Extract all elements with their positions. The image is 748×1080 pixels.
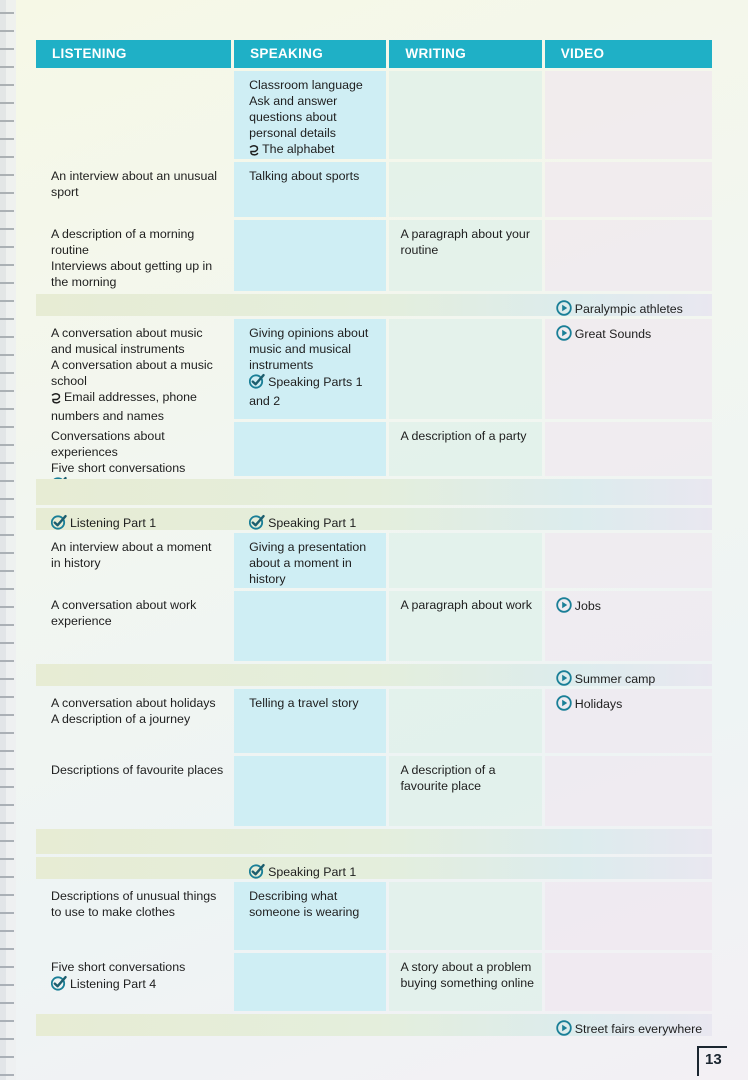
listening-text: routine bbox=[51, 243, 89, 257]
table-row bbox=[36, 319, 712, 423]
video-cell bbox=[545, 533, 712, 588]
speaking-cell bbox=[234, 162, 386, 217]
video-cell bbox=[545, 953, 712, 1011]
speaking-cell bbox=[234, 533, 386, 588]
listening-line bbox=[51, 168, 225, 184]
listening-cell bbox=[36, 533, 231, 588]
video-line bbox=[556, 300, 706, 320]
speaking-line bbox=[249, 539, 380, 555]
speaking-cell bbox=[234, 829, 386, 854]
listening-text: Five short conversations bbox=[51, 960, 186, 974]
checkmark-icon bbox=[51, 514, 67, 534]
play-video-icon[interactable] bbox=[556, 597, 572, 617]
speaking-line bbox=[249, 514, 380, 534]
table-row bbox=[36, 1014, 712, 1036]
speaking-line bbox=[249, 77, 380, 93]
video-text: Great Sounds bbox=[574, 327, 652, 341]
listening-text: to use to make clothes bbox=[51, 905, 175, 919]
video-cell bbox=[545, 1014, 712, 1036]
table-row bbox=[36, 857, 712, 879]
listening-text: A conversation about a music bbox=[51, 358, 213, 372]
table-row bbox=[36, 829, 712, 854]
writing-cell bbox=[389, 1014, 541, 1036]
video-cell bbox=[545, 882, 712, 950]
speaking-text: Giving a presentation bbox=[249, 540, 367, 554]
writing-text: A paragraph about your bbox=[400, 227, 530, 241]
speaking-line bbox=[249, 863, 380, 883]
speaking-text: Speaking Part 1 bbox=[268, 516, 357, 530]
listening-text: numbers and names bbox=[51, 409, 164, 423]
video-cell bbox=[545, 829, 712, 854]
speaking-cell bbox=[234, 953, 386, 1011]
listening-line bbox=[51, 888, 225, 904]
speaking-cell bbox=[234, 857, 386, 879]
contents-table bbox=[36, 40, 712, 1039]
listening-text: Descriptions of favourite places bbox=[51, 763, 224, 777]
video-cell bbox=[545, 756, 712, 826]
writing-line bbox=[400, 597, 535, 613]
listening-text: the morning bbox=[51, 275, 117, 289]
video-cell bbox=[545, 857, 712, 879]
speaking-text: Ask and answer bbox=[249, 94, 338, 108]
speaking-text: about a moment in bbox=[249, 556, 352, 570]
listening-cell bbox=[36, 953, 231, 1011]
video-cell bbox=[545, 294, 712, 316]
writing-text: A description of a bbox=[400, 763, 496, 777]
listening-line bbox=[51, 514, 225, 534]
video-text: Summer camp bbox=[574, 672, 656, 686]
table-row bbox=[36, 689, 712, 753]
listening-line bbox=[51, 597, 225, 613]
speaking-line bbox=[249, 93, 380, 109]
header-writing: WRITING bbox=[389, 40, 541, 68]
speaking-text: The alphabet bbox=[262, 142, 335, 156]
speaking-cell bbox=[234, 319, 386, 419]
video-cell bbox=[545, 591, 712, 661]
speaking-text: questions about bbox=[249, 110, 337, 124]
listening-cell bbox=[36, 162, 231, 217]
listening-line bbox=[51, 357, 225, 373]
speaking-text: instruments bbox=[249, 358, 314, 372]
checkmark-icon bbox=[51, 975, 67, 995]
listening-text: An interview about an unusual bbox=[51, 169, 218, 183]
video-line bbox=[556, 597, 706, 617]
checkmark-icon bbox=[249, 373, 265, 393]
writing-line bbox=[400, 778, 535, 794]
listening-text: A description of a journey bbox=[51, 712, 191, 726]
speaking-text: history bbox=[249, 572, 286, 586]
writing-cell bbox=[389, 857, 541, 879]
listening-line bbox=[51, 373, 225, 389]
speaking-line bbox=[249, 109, 380, 125]
table-row bbox=[36, 756, 712, 826]
listening-cell bbox=[36, 508, 231, 530]
speaking-text: someone is wearing bbox=[249, 905, 360, 919]
writing-cell bbox=[389, 591, 541, 661]
speaking-text: Giving opinions about bbox=[249, 326, 369, 340]
page-number: 13 bbox=[697, 1046, 727, 1076]
pronunciation-icon bbox=[51, 392, 61, 408]
listening-text: school bbox=[51, 374, 87, 388]
speaking-cell bbox=[234, 689, 386, 753]
checkmark-icon bbox=[249, 514, 265, 534]
video-line bbox=[556, 1020, 706, 1040]
writing-line bbox=[400, 762, 535, 778]
play-video-icon[interactable] bbox=[556, 695, 572, 715]
listening-line bbox=[51, 184, 225, 200]
writing-line bbox=[400, 226, 535, 242]
speaking-line bbox=[249, 555, 380, 571]
listening-text: in history bbox=[51, 556, 101, 570]
speaking-line bbox=[249, 141, 380, 160]
speaking-text: Describing what bbox=[249, 889, 338, 903]
speaking-line bbox=[249, 888, 380, 904]
listening-cell bbox=[36, 591, 231, 661]
writing-cell bbox=[389, 162, 541, 217]
table-row bbox=[36, 71, 712, 159]
listening-text: Conversations about experiences bbox=[51, 429, 165, 459]
video-text: Holidays bbox=[574, 697, 623, 711]
video-cell bbox=[545, 508, 712, 530]
writing-text: A story about a problem bbox=[400, 960, 532, 974]
play-video-icon[interactable] bbox=[556, 325, 572, 345]
writing-cell bbox=[389, 689, 541, 753]
writing-text: A description of a party bbox=[400, 429, 527, 443]
speaking-line bbox=[249, 373, 380, 393]
listening-text: An interview about a moment bbox=[51, 540, 212, 554]
table-row bbox=[36, 294, 712, 316]
speaking-line bbox=[249, 325, 380, 341]
video-line bbox=[556, 670, 706, 690]
listening-line bbox=[51, 389, 225, 408]
video-cell bbox=[545, 479, 712, 505]
speaking-cell bbox=[234, 664, 386, 686]
speaking-text: Speaking Parts 1 bbox=[268, 375, 363, 389]
writing-cell bbox=[389, 756, 541, 826]
speaking-text: Telling a travel story bbox=[249, 696, 359, 710]
listening-cell bbox=[36, 664, 231, 686]
listening-text: and musical instruments bbox=[51, 342, 185, 356]
speaking-cell bbox=[234, 508, 386, 530]
writing-cell bbox=[389, 294, 541, 316]
listening-line bbox=[51, 695, 225, 711]
writing-text: favourite place bbox=[400, 779, 482, 793]
video-cell bbox=[545, 71, 712, 159]
video-cell bbox=[545, 220, 712, 291]
header-speaking: SPEAKING bbox=[234, 40, 386, 68]
speaking-cell bbox=[234, 756, 386, 826]
listening-text: A conversation about work bbox=[51, 598, 197, 612]
speaking-line bbox=[249, 695, 380, 711]
listening-cell bbox=[36, 689, 231, 753]
listening-text: A description of a morning bbox=[51, 227, 195, 241]
listening-cell bbox=[36, 857, 231, 879]
listening-cell bbox=[36, 294, 231, 316]
listening-cell bbox=[36, 882, 231, 950]
video-cell bbox=[545, 689, 712, 753]
speaking-line bbox=[249, 357, 380, 373]
listening-cell bbox=[36, 422, 231, 476]
table-row bbox=[36, 591, 712, 661]
video-line bbox=[556, 695, 706, 715]
speaking-line bbox=[249, 571, 380, 587]
table-row bbox=[36, 664, 712, 686]
listening-line bbox=[51, 959, 225, 975]
speaking-line bbox=[249, 393, 380, 409]
writing-cell bbox=[389, 664, 541, 686]
listening-line bbox=[51, 711, 225, 727]
table-header bbox=[36, 40, 712, 68]
table-row bbox=[36, 162, 712, 217]
listening-line bbox=[51, 460, 225, 476]
writing-text: buying something online bbox=[400, 976, 535, 990]
writing-cell bbox=[389, 479, 541, 505]
header-listening: LISTENING bbox=[36, 40, 231, 68]
speaking-line bbox=[249, 904, 380, 920]
listening-cell bbox=[36, 71, 231, 159]
table-row bbox=[36, 220, 712, 291]
video-cell bbox=[545, 664, 712, 686]
video-cell bbox=[545, 319, 712, 419]
listening-cell bbox=[36, 220, 231, 291]
listening-line bbox=[51, 539, 225, 555]
listening-line bbox=[51, 762, 225, 778]
writing-cell bbox=[389, 319, 541, 419]
writing-cell bbox=[389, 882, 541, 950]
speaking-text: and 2 bbox=[249, 394, 281, 408]
listening-cell bbox=[36, 319, 231, 423]
listening-text: A conversation about holidays bbox=[51, 696, 216, 710]
listening-cell bbox=[36, 1014, 231, 1036]
writing-line bbox=[400, 242, 535, 258]
speaking-cell bbox=[234, 220, 386, 291]
writing-cell bbox=[389, 71, 541, 159]
play-video-icon[interactable] bbox=[556, 300, 572, 320]
speaking-text: music and musical bbox=[249, 342, 352, 356]
listening-text: experience bbox=[51, 614, 112, 628]
listening-cell bbox=[36, 756, 231, 826]
listening-cell bbox=[36, 829, 231, 854]
speaking-text: personal details bbox=[249, 126, 336, 140]
listening-line bbox=[51, 904, 225, 920]
writing-cell bbox=[389, 220, 541, 291]
table-row bbox=[36, 508, 712, 530]
speaking-line bbox=[249, 341, 380, 357]
speaking-text: Classroom language bbox=[249, 78, 363, 92]
listening-line bbox=[51, 242, 225, 258]
video-line bbox=[556, 325, 706, 345]
header-video: VIDEO bbox=[545, 40, 712, 68]
spiral-binding bbox=[0, 0, 30, 1080]
play-video-icon[interactable] bbox=[556, 670, 572, 690]
speaking-cell bbox=[234, 422, 386, 476]
speaking-text: Speaking Part 1 bbox=[268, 865, 357, 879]
checkmark-icon bbox=[249, 863, 265, 883]
table-row bbox=[36, 422, 712, 476]
speaking-line bbox=[249, 168, 380, 184]
listening-line bbox=[51, 258, 225, 274]
listening-line bbox=[51, 274, 225, 290]
writing-text: routine bbox=[400, 243, 439, 257]
listening-cell bbox=[36, 479, 231, 505]
video-cell bbox=[545, 162, 712, 217]
listening-line bbox=[51, 555, 225, 571]
listening-text: Email addresses, phone bbox=[64, 390, 197, 404]
listening-line bbox=[51, 428, 225, 460]
writing-cell bbox=[389, 508, 541, 530]
video-text: Street fairs everywhere bbox=[574, 1022, 703, 1036]
play-video-icon[interactable] bbox=[556, 1020, 572, 1040]
listening-line bbox=[51, 613, 225, 629]
speaking-cell bbox=[234, 294, 386, 316]
speaking-text: Talking about sports bbox=[249, 169, 360, 183]
table-row bbox=[36, 479, 712, 505]
listening-text: Listening Part 4 bbox=[70, 977, 157, 991]
listening-text: Listening Part 1 bbox=[70, 516, 157, 530]
pronunciation-icon bbox=[249, 144, 259, 160]
table-row bbox=[36, 533, 712, 588]
writing-text: A paragraph about work bbox=[400, 598, 533, 612]
listening-text: A conversation about music bbox=[51, 326, 203, 340]
listening-text: Five short conversations bbox=[51, 461, 186, 475]
listening-line bbox=[51, 226, 225, 242]
speaking-cell bbox=[234, 71, 386, 159]
video-text: Jobs bbox=[574, 599, 601, 613]
writing-line bbox=[400, 428, 535, 444]
video-cell bbox=[545, 422, 712, 476]
writing-cell bbox=[389, 422, 541, 476]
writing-line bbox=[400, 975, 535, 991]
speaking-cell bbox=[234, 591, 386, 661]
writing-cell bbox=[389, 829, 541, 854]
speaking-cell bbox=[234, 882, 386, 950]
listening-text: Interviews about getting up in bbox=[51, 259, 213, 273]
table-row bbox=[36, 953, 712, 1011]
speaking-line bbox=[249, 125, 380, 141]
listening-text: sport bbox=[51, 185, 79, 199]
listening-text: Descriptions of unusual things bbox=[51, 889, 217, 903]
writing-cell bbox=[389, 953, 541, 1011]
table-row bbox=[36, 882, 712, 950]
writing-line bbox=[400, 959, 535, 975]
listening-line bbox=[51, 975, 225, 995]
speaking-cell bbox=[234, 1014, 386, 1036]
listening-line bbox=[51, 341, 225, 357]
writing-cell bbox=[389, 533, 541, 588]
speaking-cell bbox=[234, 479, 386, 505]
video-text: Paralympic athletes bbox=[574, 302, 683, 316]
listening-line bbox=[51, 325, 225, 341]
